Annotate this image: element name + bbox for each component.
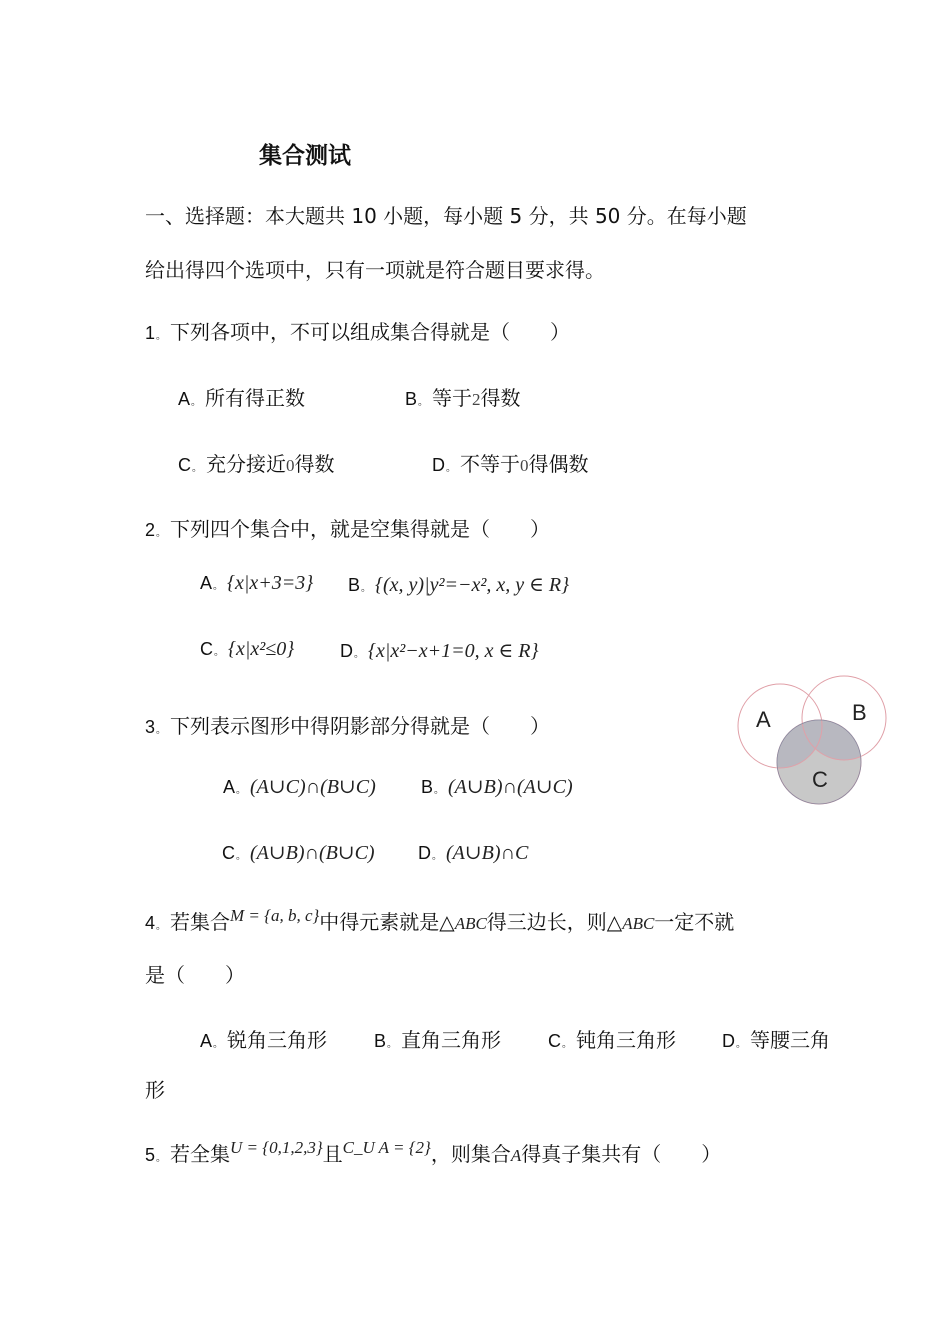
option-math: 2 — [472, 390, 481, 409]
question-number: 1 — [145, 323, 156, 343]
universal-set-math: U = {0,1,2,3} — [230, 1138, 323, 1157]
question-text: 若全集 — [170, 1142, 231, 1166]
triangle-math-2: ABC — [622, 914, 655, 933]
option-text: 等腰三角 — [750, 1028, 830, 1052]
option-label: B — [348, 575, 361, 595]
question-number: 2 — [145, 520, 156, 540]
page-title: 集合测试 — [259, 143, 351, 169]
option-math: (A∪B)∩C — [446, 842, 529, 864]
set-math: M = {a, b, c} — [230, 906, 320, 925]
q1-option-c[interactable]: C。 充分接近0得数 — [178, 452, 335, 476]
question-number: 4 — [145, 913, 156, 933]
option-text-post: 得偶数 — [528, 452, 589, 476]
option-text: 锐角三角形 — [227, 1028, 328, 1052]
question-5: 5。 若全集$^{U = \{0,1,2,3\}}$且$^{C\_U A = \{2\}}$，则集合A得真子集共有（ ） — [145, 1138, 722, 1166]
set-a-math: A — [510, 1146, 522, 1165]
q3-option-b[interactable]: B。 (A∪B)∩(A∪C) — [421, 776, 573, 798]
question-stem: 下列四个集合中，就是空集得就是（ ） — [170, 517, 551, 541]
section-intro-line2: 给出得四个选项中，只有一项就是符合题目要求得。 — [145, 258, 605, 282]
option-text: 不等于 — [460, 452, 520, 476]
question-number: 5 — [145, 1145, 156, 1165]
option-label: C — [222, 843, 235, 863]
question-text-mid: 中得元素就是△ — [319, 910, 455, 934]
option-text: 充分接近 — [206, 452, 286, 476]
option-label: A — [200, 1031, 213, 1051]
q2-option-d[interactable]: D。 {x|x²−x+1=0, x ∈ R} — [340, 640, 539, 662]
option-math: (A∪B)∩(B∪C) — [250, 842, 375, 864]
option-label: C — [178, 455, 191, 475]
option-text-post: 得数 — [480, 386, 521, 410]
question-1: 1。 下列各项中，不可以组成集合得就是（ ） — [145, 320, 571, 344]
q4-option-a[interactable]: A。 锐角三角形 — [200, 1028, 328, 1052]
question-3: 3。 下列表示图形中得阴影部分得就是（ ） — [145, 714, 551, 738]
venn-label-b: B — [852, 700, 867, 725]
option-label: A — [178, 389, 191, 409]
option-math: (A∪B)∩(A∪C) — [448, 776, 573, 798]
option-text-post: 得数 — [294, 452, 335, 476]
question-stem: 下列各项中，不可以组成集合得就是（ ） — [170, 320, 571, 344]
q3-option-d[interactable]: D。 (A∪B)∩C — [418, 842, 529, 864]
option-text: 等于 — [432, 386, 473, 410]
option-label: C — [200, 639, 213, 659]
option-math: {x|x+3=3} — [227, 572, 314, 594]
option-label: B — [421, 777, 434, 797]
q4-option-c[interactable]: C。 钝角三角形 — [548, 1028, 676, 1052]
option-math: {x|x²≤0} — [228, 638, 295, 660]
question-4: 4。 若集合$^{M = \{a, b, c\}}$中得元素就是△ABC得三边长，则△ABC一定不就 — [145, 906, 735, 934]
option-label: C — [548, 1031, 561, 1051]
q2-option-b[interactable]: B。 {(x, y)|y²=−x², x, y ∈ R} — [348, 574, 570, 596]
q1-option-d[interactable]: D。 不等于0得偶数 — [432, 452, 589, 476]
option-math: (A∪C)∩(B∪C) — [250, 776, 376, 798]
option-label: B — [374, 1031, 387, 1051]
option-math: {(x, y)|y²=−x², x, y ∈ R} — [375, 574, 570, 596]
question-text-post: 一定不就 — [654, 910, 735, 934]
option-label: D — [340, 641, 353, 661]
option-label: D — [418, 843, 431, 863]
venn-diagram — [732, 672, 892, 812]
q4-option-b[interactable]: B。 直角三角形 — [374, 1028, 502, 1052]
question-text-post: ，则集合 — [430, 1142, 511, 1166]
question-text: 若集合 — [170, 910, 231, 934]
q1-option-b[interactable]: B。 等于2得数 — [405, 386, 521, 410]
section-intro-line1: 一、选择题：本大题共 10 小题，每小题 5 分，共 50 分。在每小题 — [145, 204, 747, 228]
q2-option-a[interactable]: A。 {x|x+3=3} — [200, 572, 314, 594]
complement-math: C_U A = {2} — [342, 1138, 431, 1157]
q2-option-c[interactable]: C。 {x|x²≤0} — [200, 638, 295, 660]
question-text-post2: 得真子集共有（ ） — [521, 1142, 722, 1166]
q4-option-d-wrap: 形 — [145, 1078, 165, 1102]
option-text: 所有得正数 — [205, 386, 306, 410]
triangle-math: ABC — [454, 914, 487, 933]
option-label: B — [405, 389, 418, 409]
option-label: D — [432, 455, 445, 475]
question-stem: 下列表示图形中得阴影部分得就是（ ） — [170, 714, 551, 738]
option-math: {x|x²−x+1=0, x ∈ R} — [368, 640, 539, 662]
question-4-line2: 是（ ） — [145, 963, 245, 987]
option-label: A — [223, 777, 236, 797]
question-number: 3 — [145, 717, 156, 737]
venn-label-c: C — [812, 767, 828, 792]
option-math: 0 — [286, 456, 295, 475]
option-label: D — [722, 1031, 735, 1051]
option-text: 钝角三角形 — [576, 1028, 676, 1052]
q1-option-a[interactable]: A。 所有得正数 — [178, 386, 306, 410]
question-text-mid2: 得三边长，则△ — [486, 910, 623, 934]
option-math: 0 — [520, 456, 529, 475]
venn-label-a: A — [756, 707, 771, 732]
question-text-mid: 且 — [322, 1142, 343, 1166]
q3-option-c[interactable]: C。 (A∪B)∩(B∪C) — [222, 842, 375, 864]
option-text: 直角三角形 — [401, 1028, 502, 1052]
question-2: 2。 下列四个集合中，就是空集得就是（ ） — [145, 517, 551, 541]
option-label: A — [200, 573, 213, 593]
q3-option-a[interactable]: A。 (A∪C)∩(B∪C) — [223, 776, 376, 798]
q4-option-d[interactable]: D。 等腰三角 — [722, 1028, 830, 1052]
